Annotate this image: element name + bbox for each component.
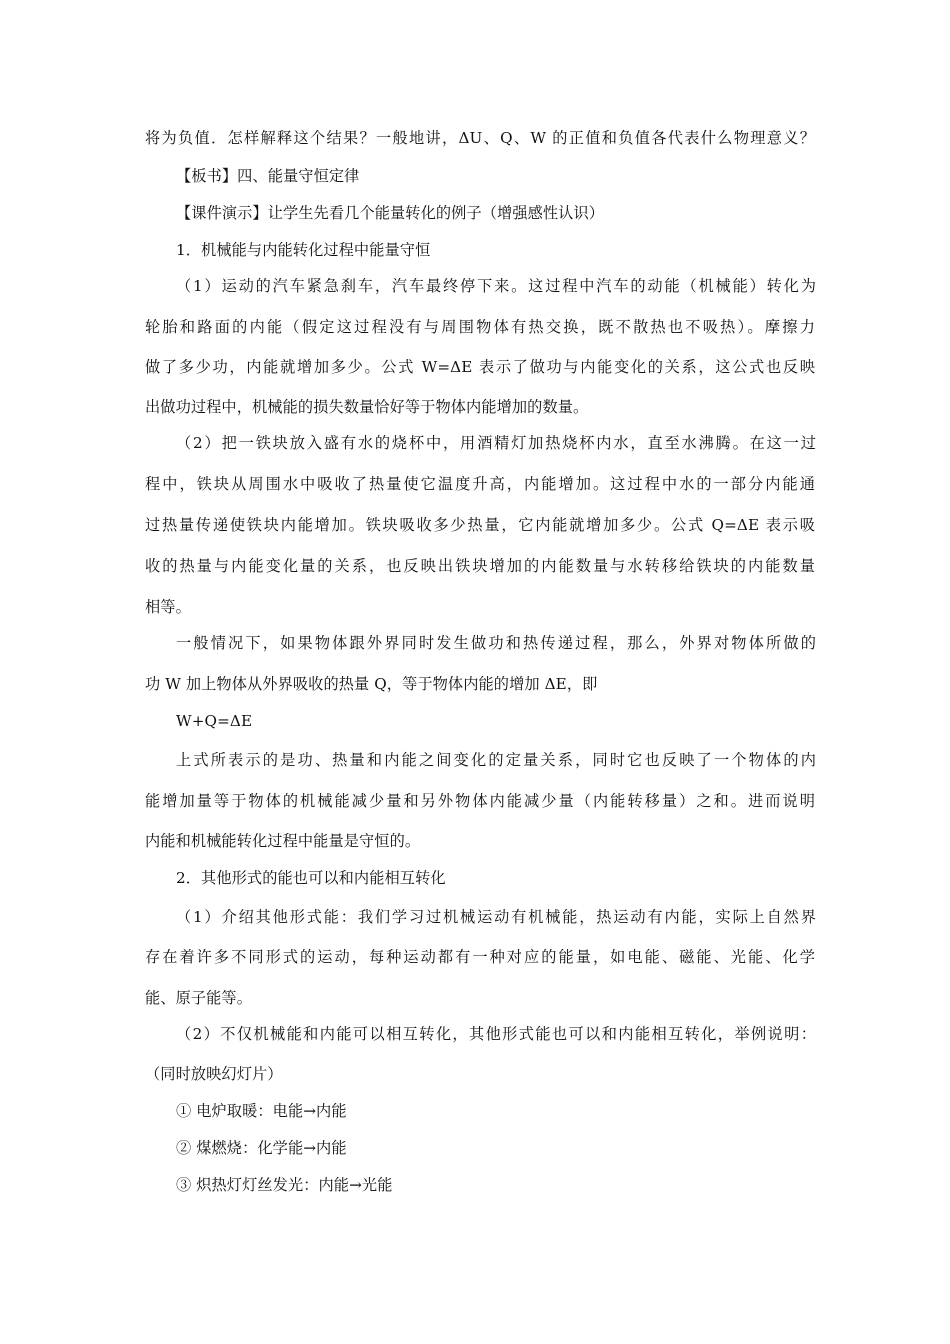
- text-line: （1）运动的汽车紧急刹车，汽车最终停下来。这过程中汽车的动能（机械能）转化为: [176, 277, 816, 295]
- courseware-demo-line: 【课件演示】让学生先看几个能量转化的例子（增强感性认识）: [176, 204, 605, 222]
- formula: W+Q=ΔE: [176, 712, 253, 730]
- text-line: 相等。: [145, 598, 191, 616]
- text-line: （2）把一铁块放入盛有水的烧杯中，用酒精灯加热烧杯内水，直至水沸腾。在这一过: [176, 434, 816, 452]
- section-heading-2: 2．其他形式的能也可以和内能相互转化: [176, 869, 446, 887]
- example-item: ③ 炽热灯灯丝发光：内能→光能: [176, 1176, 393, 1194]
- text-line: 轮胎和路面的内能（假定这过程没有与周围物体有热交换，既不散热也不吸热）。摩擦力: [145, 318, 815, 336]
- text-line: 一般情况下，如果物体跟外界同时发生做功和热传递过程，那么，外界对物体所做的: [176, 634, 816, 652]
- text-line: （2）不仅机械能和内能可以相互转化，其他形式能也可以和内能相互转化，举例说明：: [176, 1025, 816, 1043]
- text-line: 能增加量等于物体的机械能减少量和另外物体内能减少量（内能转移量）之和。进而说明: [145, 792, 815, 810]
- text-line: 将为负值．怎样解释这个结果？一般地讲，ΔU、Q、W 的正值和负值各代表什么物理意义？: [145, 129, 815, 147]
- text-line: （1）介绍其他形式能：我们学习过机械运动有机械能，热运动有内能，实际上自然界: [176, 908, 816, 926]
- text-line: 存在着许多不同形式的运动，每种运动都有一种对应的能量，如电能、磁能、光能、化学: [145, 948, 815, 966]
- example-item: ① 电炉取暖：电能→内能: [176, 1102, 347, 1120]
- text-line: 出做功过程中，机械能的损失数量恰好等于物体内能增加的数量。: [145, 398, 589, 416]
- text-line: 上式所表示的是功、热量和内能之间变化的定量关系，同时它也反映了一个物体的内: [176, 751, 816, 769]
- text-line: 能、原子能等。: [145, 989, 253, 1007]
- text-line: 内能和机械能转化过程中能量是守恒的。: [145, 832, 421, 850]
- board-heading: 【板书】四、能量守恒定律: [176, 167, 360, 185]
- text-line: 收的热量与内能变化量的关系，也反映出铁块增加的内能数量与水转移给铁块的内能数量: [145, 557, 815, 575]
- text-line: 做了多少功，内能就增加多少。公式 W=ΔE 表示了做功与内能变化的关系，这公式也反映: [145, 358, 815, 376]
- text-line: 程中，铁块从周围水中吸收了热量使它温度升高，内能增加。这过程中水的一部分内能通: [145, 475, 815, 493]
- example-item: ② 煤燃烧：化学能→内能: [176, 1139, 347, 1157]
- section-heading-1: 1．机械能与内能转化过程中能量守恒: [176, 241, 431, 259]
- text-line: （同时放映幻灯片）: [145, 1065, 283, 1083]
- text-line: 过热量传递使铁块内能增加。铁块吸收多少热量，它内能就增加多少。公式 Q=ΔE 表示吸: [145, 516, 815, 534]
- text-line: 功 W 加上物体从外界吸收的热量 Q，等于物体内能的增加 ΔE，即: [145, 675, 598, 693]
